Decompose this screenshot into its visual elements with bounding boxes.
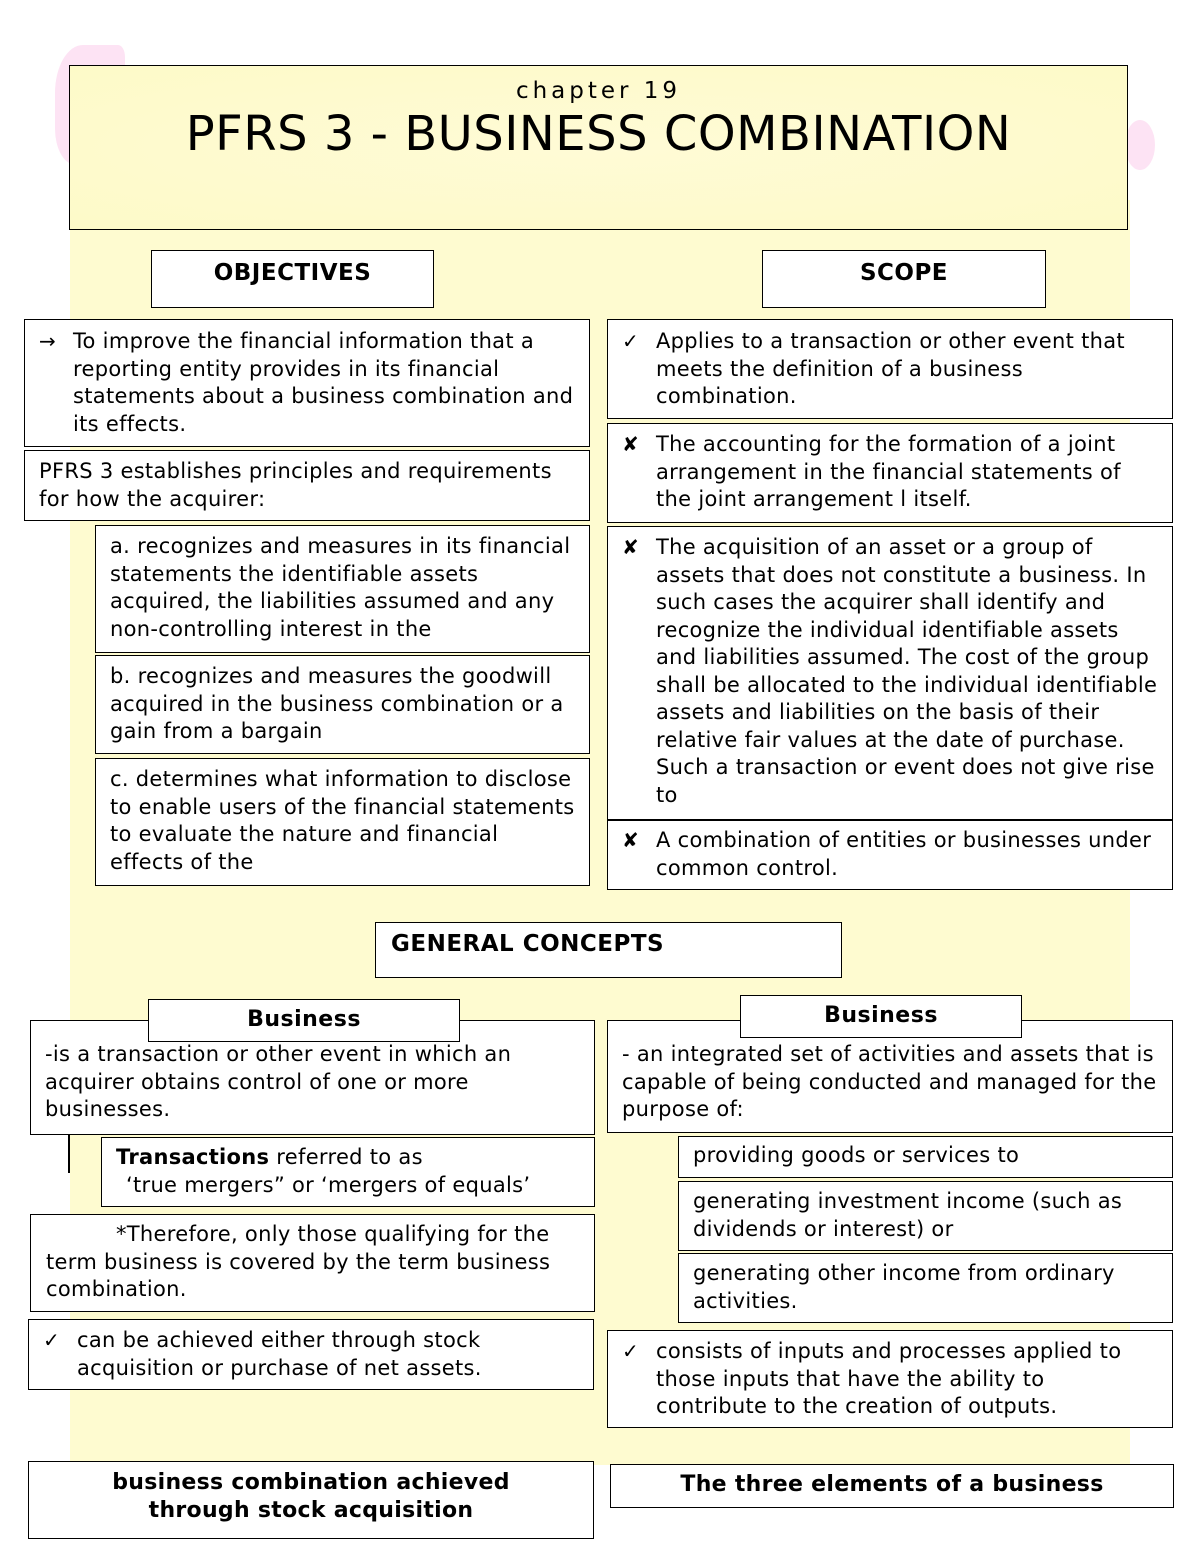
objective-item-text: a. recognizes and measures in its financial statements the identifiable assets acquired, the liabilities assumed and any non-controlling interest in the bbox=[110, 534, 571, 641]
objectives-statement-box bbox=[24, 319, 590, 447]
general-concepts-heading: GENERAL CONCEPTS bbox=[375, 922, 842, 978]
title-banner bbox=[69, 65, 1128, 230]
checkmark-icon: ✓ bbox=[622, 329, 640, 353]
business-purpose-item bbox=[678, 1136, 1173, 1178]
business-purpose-text: providing goods or services to bbox=[693, 1143, 1020, 1167]
cross-icon: ✘ bbox=[622, 828, 640, 852]
cross-icon: ✘ bbox=[622, 432, 640, 456]
business-combination-definition: -is a transaction or other event in which an acquirer obtains control of one or more businesses. bbox=[45, 1042, 512, 1121]
objective-item-text: b. recognizes and measures the goodwill acquired in the business combination or a gain from a bargain bbox=[110, 664, 564, 743]
scope-applies-box bbox=[607, 319, 1173, 419]
checkmark-icon: ✓ bbox=[43, 1328, 61, 1352]
achieved-text: can be achieved either through stock acquisition or purchase of net assets. bbox=[77, 1328, 482, 1380]
checkmark-icon: ✓ bbox=[622, 1339, 640, 1363]
scope-applies-text: Applies to a transaction or other event that meets the definition of a business combination. bbox=[656, 329, 1125, 408]
consists-box bbox=[607, 1330, 1173, 1428]
business-combination-heading: Business bbox=[148, 999, 460, 1042]
objective-item-a bbox=[95, 525, 590, 653]
principles-intro-box bbox=[24, 450, 590, 521]
scope-exclusion-box bbox=[607, 820, 1173, 890]
three-elements-heading bbox=[610, 1464, 1174, 1508]
business-heading: Business bbox=[740, 995, 1022, 1038]
therefore-text: *Therefore, only those qualifying for the term business is covered by the term business combination. bbox=[46, 1222, 551, 1301]
decorative-shape bbox=[1125, 120, 1155, 170]
connector-line bbox=[68, 1135, 70, 1173]
chapter-label: chapter 19 bbox=[515, 78, 682, 104]
scope-heading: SCOPE bbox=[762, 250, 1046, 308]
stock-acquisition-text: business combination achieved through stock acquisition bbox=[112, 1470, 510, 1523]
objectives-statement: To improve the financial information that a reporting entity provides in its financial statements about a business combination and its effects. bbox=[73, 329, 574, 436]
principles-intro-text: PFRS 3 establishes principles and requirements for how the acquirer: bbox=[39, 459, 552, 511]
objective-item-c bbox=[95, 758, 590, 886]
objective-item-b bbox=[95, 655, 590, 754]
page-title: PFRS 3 - BUSINESS COMBINATION bbox=[185, 106, 1012, 162]
scope-exclusion-box bbox=[607, 526, 1173, 820]
scope-exclusion-text: The acquisition of an asset or a group of assets that does not constitute a business. In such cases the acquirer shall identify and recognize the individual identifiable assets and liabilities assumed. The cost of the group shall be allocated to the individual identifiable assets and liabilities on the basis of their relative fair values at the date of purchase. Such a transaction or event does not give rise to bbox=[656, 535, 1158, 807]
cross-icon: ✘ bbox=[622, 535, 640, 559]
business-purpose-text: generating other income from ordinary activities. bbox=[693, 1261, 1115, 1313]
stock-acquisition-heading bbox=[28, 1461, 594, 1539]
business-definition: - an integrated set of activities and assets that is capable of being conducted and managed for the purpose of: bbox=[622, 1042, 1157, 1121]
three-elements-text: The three elements of a business bbox=[680, 1472, 1104, 1497]
transactions-label: Transactions bbox=[116, 1145, 270, 1169]
consists-text: consists of inputs and processes applied to those inputs that have the ability to contribute to the creation of outputs. bbox=[656, 1339, 1122, 1418]
scope-exclusion-text: A combination of entities or businesses under common control. bbox=[656, 828, 1152, 880]
arrow-right-icon: → bbox=[39, 329, 57, 353]
therefore-box bbox=[30, 1214, 595, 1312]
scope-exclusion-text: The accounting for the formation of a joint arrangement in the financial statements of the joint arrangement l itself. bbox=[656, 432, 1121, 511]
transactions-box bbox=[101, 1137, 595, 1207]
business-purpose-item bbox=[678, 1253, 1173, 1323]
objectives-heading: OBJECTIVES bbox=[151, 250, 434, 308]
business-purpose-text: generating investment income (such as dividends or interest) or bbox=[693, 1189, 1123, 1241]
business-purpose-item bbox=[678, 1181, 1173, 1251]
achieved-box bbox=[28, 1319, 594, 1390]
transactions-text: referred to as bbox=[269, 1145, 423, 1169]
scope-exclusion-box bbox=[607, 423, 1173, 523]
objective-item-text: c. determines what information to disclose to enable users of the financial statements to evaluate the nature and financial effects of the bbox=[110, 767, 575, 874]
transactions-aliases: ‘true mergers” or ‘mergers of equals’ bbox=[126, 1172, 531, 1197]
